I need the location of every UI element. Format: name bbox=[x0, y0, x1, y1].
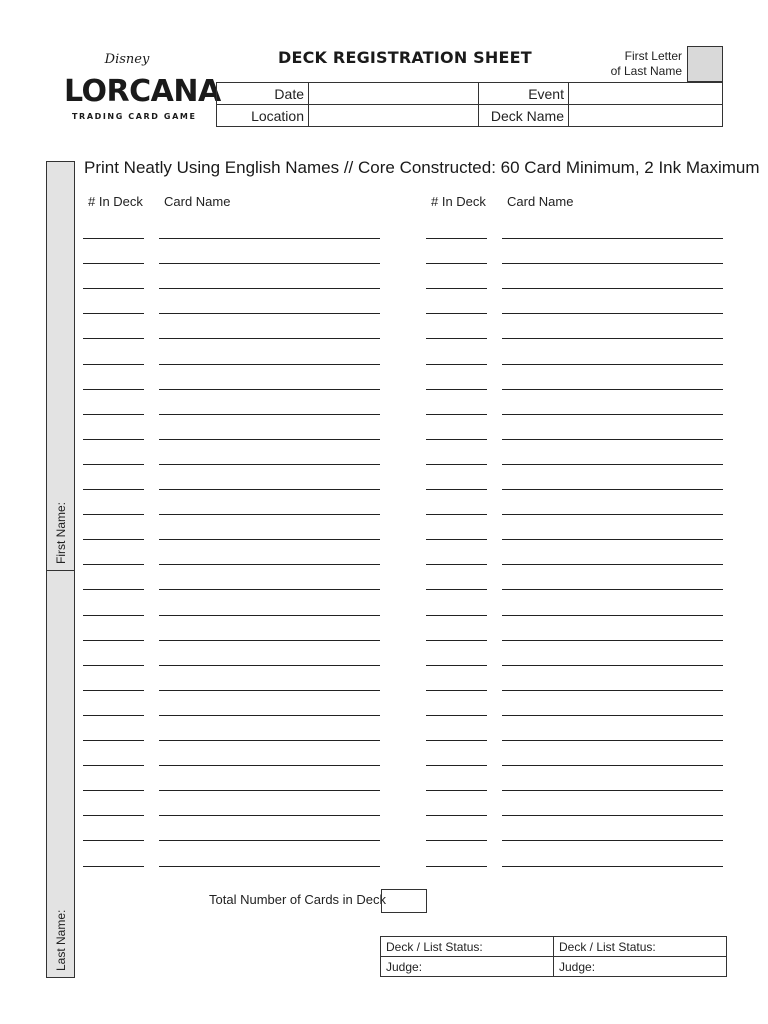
left-count-line[interactable] bbox=[83, 840, 144, 841]
lorcana-logo: LORCANA bbox=[64, 74, 221, 109]
deck-name-label: Deck Name bbox=[479, 105, 569, 127]
left-count-line[interactable] bbox=[83, 715, 144, 716]
right-card-name-line[interactable] bbox=[502, 640, 723, 641]
left-card-name-line[interactable] bbox=[159, 338, 380, 339]
right-count-line[interactable] bbox=[426, 464, 487, 465]
left-card-name-line[interactable] bbox=[159, 765, 380, 766]
left-card-name-line[interactable] bbox=[159, 615, 380, 616]
right-count-line[interactable] bbox=[426, 715, 487, 716]
left-card-name-line[interactable] bbox=[159, 665, 380, 666]
right-card-name-line[interactable] bbox=[502, 389, 723, 390]
right-count-line[interactable] bbox=[426, 288, 487, 289]
right-card-name-line[interactable] bbox=[502, 313, 723, 314]
right-card-name-line[interactable] bbox=[502, 288, 723, 289]
page-title: DECK REGISTRATION SHEET bbox=[278, 48, 532, 67]
left-card-name-line[interactable] bbox=[159, 640, 380, 641]
right-card-name-line[interactable] bbox=[502, 364, 723, 365]
left-card-name-line[interactable] bbox=[159, 539, 380, 540]
right-count-line[interactable] bbox=[426, 263, 487, 264]
right-card-name-line[interactable] bbox=[502, 338, 723, 339]
left-count-line[interactable] bbox=[83, 765, 144, 766]
left-card-name-line[interactable] bbox=[159, 589, 380, 590]
date-label: Date bbox=[217, 83, 309, 105]
right-count-line[interactable] bbox=[426, 489, 487, 490]
left-count-line[interactable] bbox=[83, 790, 144, 791]
left-count-line[interactable] bbox=[83, 665, 144, 666]
left-card-name-line[interactable] bbox=[159, 389, 380, 390]
right-card-name-line[interactable] bbox=[502, 439, 723, 440]
left-count-line[interactable] bbox=[83, 338, 144, 339]
right-count-line[interactable] bbox=[426, 364, 487, 365]
event-field[interactable] bbox=[569, 83, 723, 105]
status-table bbox=[380, 936, 727, 977]
right-card-name-line[interactable] bbox=[502, 765, 723, 766]
right-count-line[interactable] bbox=[426, 589, 487, 590]
right-count-line[interactable] bbox=[426, 238, 487, 239]
left-card-name-line[interactable] bbox=[159, 313, 380, 314]
first-name-field[interactable]: First Name: bbox=[54, 501, 68, 564]
left-count-line[interactable] bbox=[83, 564, 144, 565]
left-count-line[interactable] bbox=[83, 288, 144, 289]
header-fields-table bbox=[216, 82, 723, 127]
right-card-name-line[interactable] bbox=[502, 840, 723, 841]
right-card-name-line[interactable] bbox=[502, 263, 723, 264]
left-card-name-line[interactable] bbox=[159, 715, 380, 716]
right-card-name-line[interactable] bbox=[502, 615, 723, 616]
deck-list-status-1[interactable]: Deck / List Status: bbox=[381, 937, 554, 957]
left-count-line[interactable] bbox=[83, 539, 144, 540]
first-letter-label-line2: of Last Name bbox=[610, 64, 682, 78]
left-card-name-line[interactable] bbox=[159, 288, 380, 289]
left-card-name-line[interactable] bbox=[159, 364, 380, 365]
left-count-header: # In Deck bbox=[88, 194, 143, 209]
right-count-line[interactable] bbox=[426, 539, 487, 540]
right-count-line[interactable] bbox=[426, 665, 487, 666]
right-card-name-line[interactable] bbox=[502, 514, 723, 515]
location-field[interactable] bbox=[309, 105, 479, 127]
left-count-line[interactable] bbox=[83, 615, 144, 616]
right-count-line[interactable] bbox=[426, 866, 487, 867]
left-count-line[interactable] bbox=[83, 464, 144, 465]
right-card-name-line[interactable] bbox=[502, 464, 723, 465]
left-card-name-line[interactable] bbox=[159, 489, 380, 490]
judge-2[interactable]: Judge: bbox=[554, 957, 727, 977]
first-letter-label-line1: First Letter bbox=[624, 49, 682, 63]
right-card-name-line[interactable] bbox=[502, 414, 723, 415]
left-card-name-line[interactable] bbox=[159, 840, 380, 841]
left-card-name-line[interactable] bbox=[159, 564, 380, 565]
left-count-line[interactable] bbox=[83, 866, 144, 867]
location-label: Location bbox=[217, 105, 309, 127]
left-count-line[interactable] bbox=[83, 238, 144, 239]
right-card-name-line[interactable] bbox=[502, 790, 723, 791]
right-count-line[interactable] bbox=[426, 740, 487, 741]
sidebar-divider bbox=[46, 570, 75, 571]
left-card-name-line[interactable] bbox=[159, 514, 380, 515]
right-count-line[interactable] bbox=[426, 690, 487, 691]
total-cards-box[interactable] bbox=[381, 889, 427, 913]
left-card-name-line[interactable] bbox=[159, 815, 380, 816]
right-count-line[interactable] bbox=[426, 790, 487, 791]
right-count-line[interactable] bbox=[426, 564, 487, 565]
right-count-line[interactable] bbox=[426, 765, 487, 766]
right-card-name-line[interactable] bbox=[502, 589, 723, 590]
deck-name-field[interactable] bbox=[569, 105, 723, 127]
right-card-name-line[interactable] bbox=[502, 690, 723, 691]
first-letter-label bbox=[596, 49, 682, 79]
right-card-name-line[interactable] bbox=[502, 740, 723, 741]
last-name-field[interactable]: Last Name: bbox=[54, 909, 68, 971]
left-card-name-line[interactable] bbox=[159, 790, 380, 791]
left-card-name-line[interactable] bbox=[159, 866, 380, 867]
right-count-header: # In Deck bbox=[431, 194, 486, 209]
left-count-line[interactable] bbox=[83, 414, 144, 415]
left-card-name-line[interactable] bbox=[159, 414, 380, 415]
right-card-name-header: Card Name bbox=[507, 194, 574, 209]
right-count-line[interactable] bbox=[426, 615, 487, 616]
left-count-line[interactable] bbox=[83, 690, 144, 691]
right-card-name-line[interactable] bbox=[502, 815, 723, 816]
right-count-line[interactable] bbox=[426, 640, 487, 641]
right-count-line[interactable] bbox=[426, 439, 487, 440]
right-count-line[interactable] bbox=[426, 414, 487, 415]
left-count-line[interactable] bbox=[83, 489, 144, 490]
right-card-name-line[interactable] bbox=[502, 238, 723, 239]
right-count-line[interactable] bbox=[426, 389, 487, 390]
deck-list-status-2[interactable]: Deck / List Status: bbox=[554, 937, 727, 957]
left-card-name-line[interactable] bbox=[159, 238, 380, 239]
right-count-line[interactable] bbox=[426, 840, 487, 841]
right-card-name-line[interactable] bbox=[502, 489, 723, 490]
right-card-name-line[interactable] bbox=[502, 539, 723, 540]
left-card-name-line[interactable] bbox=[159, 263, 380, 264]
left-count-line[interactable] bbox=[83, 364, 144, 365]
left-card-name-line[interactable] bbox=[159, 439, 380, 440]
total-cards-label: Total Number of Cards in Deck bbox=[209, 892, 387, 907]
right-count-line[interactable] bbox=[426, 313, 487, 314]
right-count-line[interactable] bbox=[426, 815, 487, 816]
right-card-name-line[interactable] bbox=[502, 564, 723, 565]
left-count-line[interactable] bbox=[83, 514, 144, 515]
date-field[interactable] bbox=[309, 83, 479, 105]
right-count-line[interactable] bbox=[426, 338, 487, 339]
left-card-name-line[interactable] bbox=[159, 740, 380, 741]
left-count-line[interactable] bbox=[83, 740, 144, 741]
instructions: Print Neatly Using English Names // Core Constructed: 60 Card Minimum, 2 Ink Maximum bbox=[84, 158, 760, 177]
right-card-name-line[interactable] bbox=[502, 715, 723, 716]
left-card-name-line[interactable] bbox=[159, 464, 380, 465]
left-count-line[interactable] bbox=[83, 640, 144, 641]
logo-subtitle: TRADING CARD GAME bbox=[72, 112, 197, 121]
left-count-line[interactable] bbox=[83, 815, 144, 816]
judge-1[interactable]: Judge: bbox=[381, 957, 554, 977]
first-letter-box[interactable] bbox=[687, 46, 723, 82]
event-label: Event bbox=[479, 83, 569, 105]
left-count-line[interactable] bbox=[83, 263, 144, 264]
left-count-line[interactable] bbox=[83, 589, 144, 590]
left-count-line[interactable] bbox=[83, 439, 144, 440]
right-card-name-line[interactable] bbox=[502, 866, 723, 867]
disney-wordmark: Disney bbox=[104, 52, 150, 67]
left-count-line[interactable] bbox=[83, 313, 144, 314]
left-card-name-header: Card Name bbox=[164, 194, 231, 209]
right-card-name-line[interactable] bbox=[502, 665, 723, 666]
left-card-name-line[interactable] bbox=[159, 690, 380, 691]
right-count-line[interactable] bbox=[426, 514, 487, 515]
left-count-line[interactable] bbox=[83, 389, 144, 390]
